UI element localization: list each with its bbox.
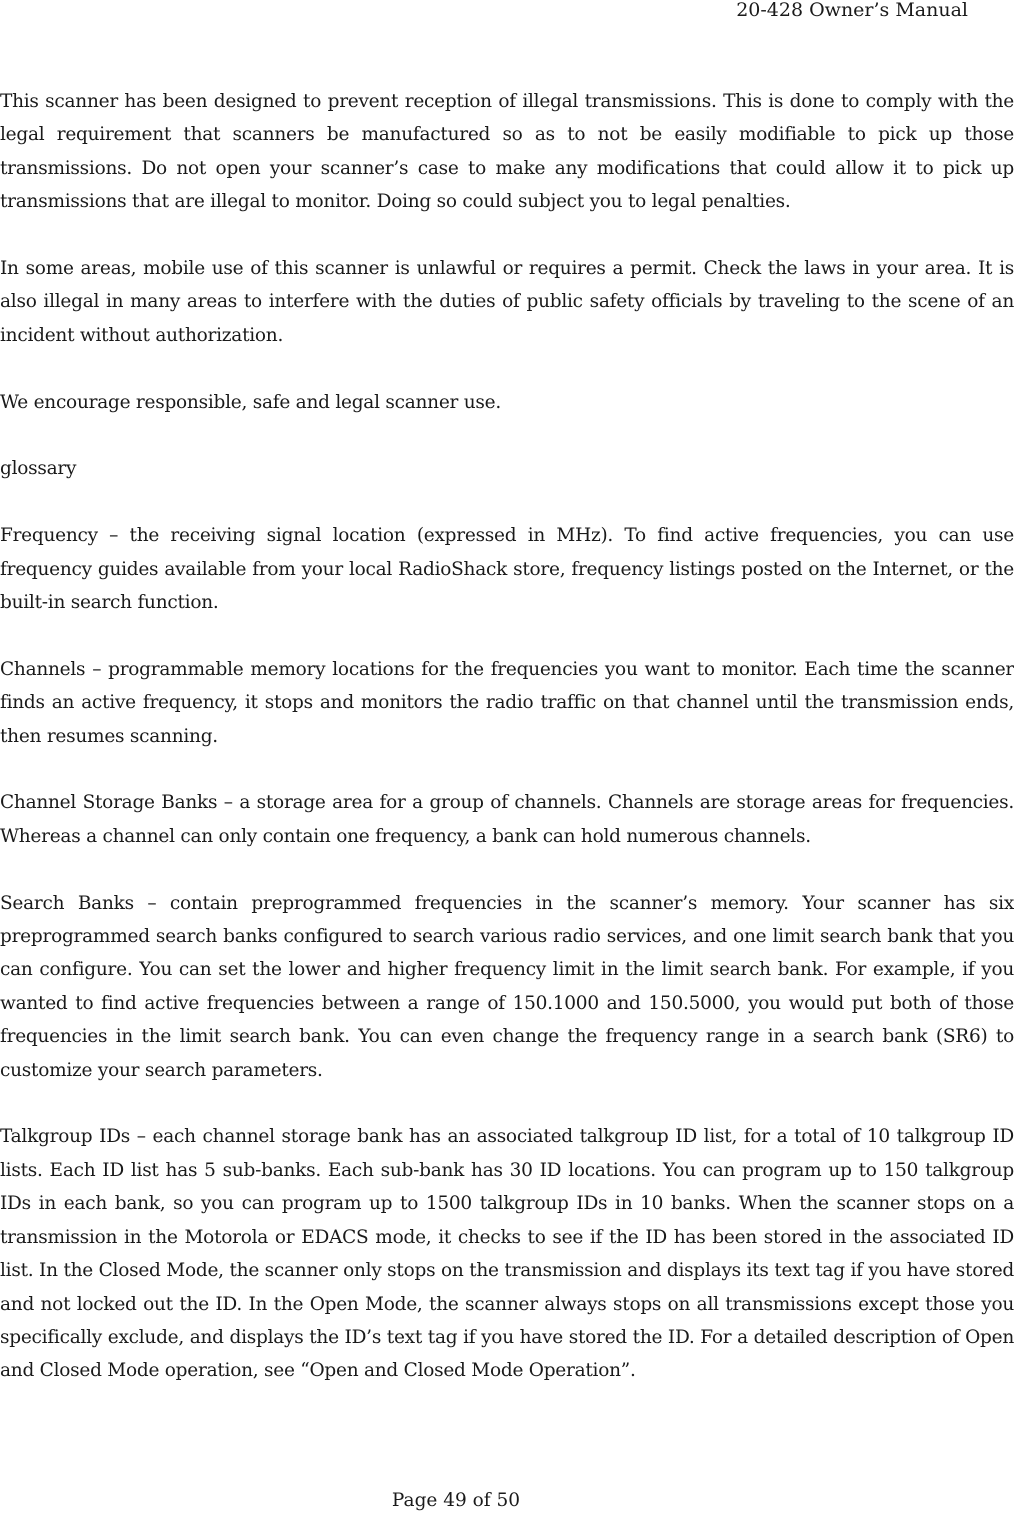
glossary-entry-channel-storage-banks: Channel Storage Banks – a storage area for a group of channels. Channels are storage areas for frequencies. Whereas a channel can only contain one frequency, a bank can hold numerous channels. <box>0 792 1014 847</box>
glossary-entry-talkgroup-ids: Talkgroup IDs – each channel storage bank has an associated talkgroup ID list, for a total of 10 talkgroup ID lists. Each ID list has 5 sub-banks. Each sub-bank has 30 ID locations. You can program up to 150 talkgroup IDs in each bank, so you can program up to 1500 talkgroup IDs in 10 banks. When the scanner stops on a transmission in the Motorola or EDACS mode, it checks to see if the ID has been stored in the associated ID list. In the Closed Mode, the scanner only stops on the transmission and displays its text tag if you have stored and not locked out the ID. In the Open Mode, the scanner always stops on all transmissions except those you specifically exclude, and displays the ID’s text tag if you have stored the ID. For a detailed description of Open and Closed Mode operation, see “Open and Closed Mode Operation”. <box>0 1126 1014 1382</box>
glossary-entry-frequency: Frequency – the receiving signal location (expressed in MHz). To find active frequencies, you can use frequency guides available from your local RadioShack store, frequency listings posted on the Internet, or the built-in search function. <box>0 525 1014 614</box>
glossary-entry-channels: Channels – programmable memory locations for the frequencies you want to monitor. Each time the scanner finds an active frequency, it stops and monitors the radio traffic on that channel until the transmission ends, then resumes scanning. <box>0 658 1014 747</box>
glossary-heading: glossary <box>0 458 77 480</box>
page-body <box>0 85 1014 1388</box>
paragraph-mobile-use: In some areas, mobile use of this scanner is unlawful or requires a permit. Check the laws in your area. It is also illegal in many areas to interfere with the duties of public safety officials by traveling to the scene of an incident without authorization. <box>0 258 1014 346</box>
paragraph-illegal-transmissions: This scanner has been designed to prevent reception of illegal transmissions. This is done to comply with the legal requirement that scanners be manufactured so as to not be easily modifiable to pick up those transmissions. Do not open your scanner’s case to make any modifications that could allow it to pick up transmissions that are illegal to monitor. Doing so could subject you to legal penalties. <box>0 91 1014 213</box>
glossary-entry-search-banks: Search Banks – contain preprogrammed frequencies in the scanner’s memory. Your scanner has six preprogrammed search banks configured to search various radio services, and one limit search bank that you can configure. You can set the lower and higher frequency limit in the limit search bank. For example, if you wanted to find active frequencies between a range of 150.1000 and 150.5000, you would put both of those frequencies in the limit search bank. You can even change the frequency range in a search bank (SR6) to customize your search parameters. <box>0 892 1014 1081</box>
page-number: Page 49 of 50 <box>391 1490 521 1511</box>
paragraph-responsible-use: We encourage responsible, safe and legal scanner use. <box>0 391 501 413</box>
manual-title: 20-428 Owner’s Manual <box>736 0 968 21</box>
